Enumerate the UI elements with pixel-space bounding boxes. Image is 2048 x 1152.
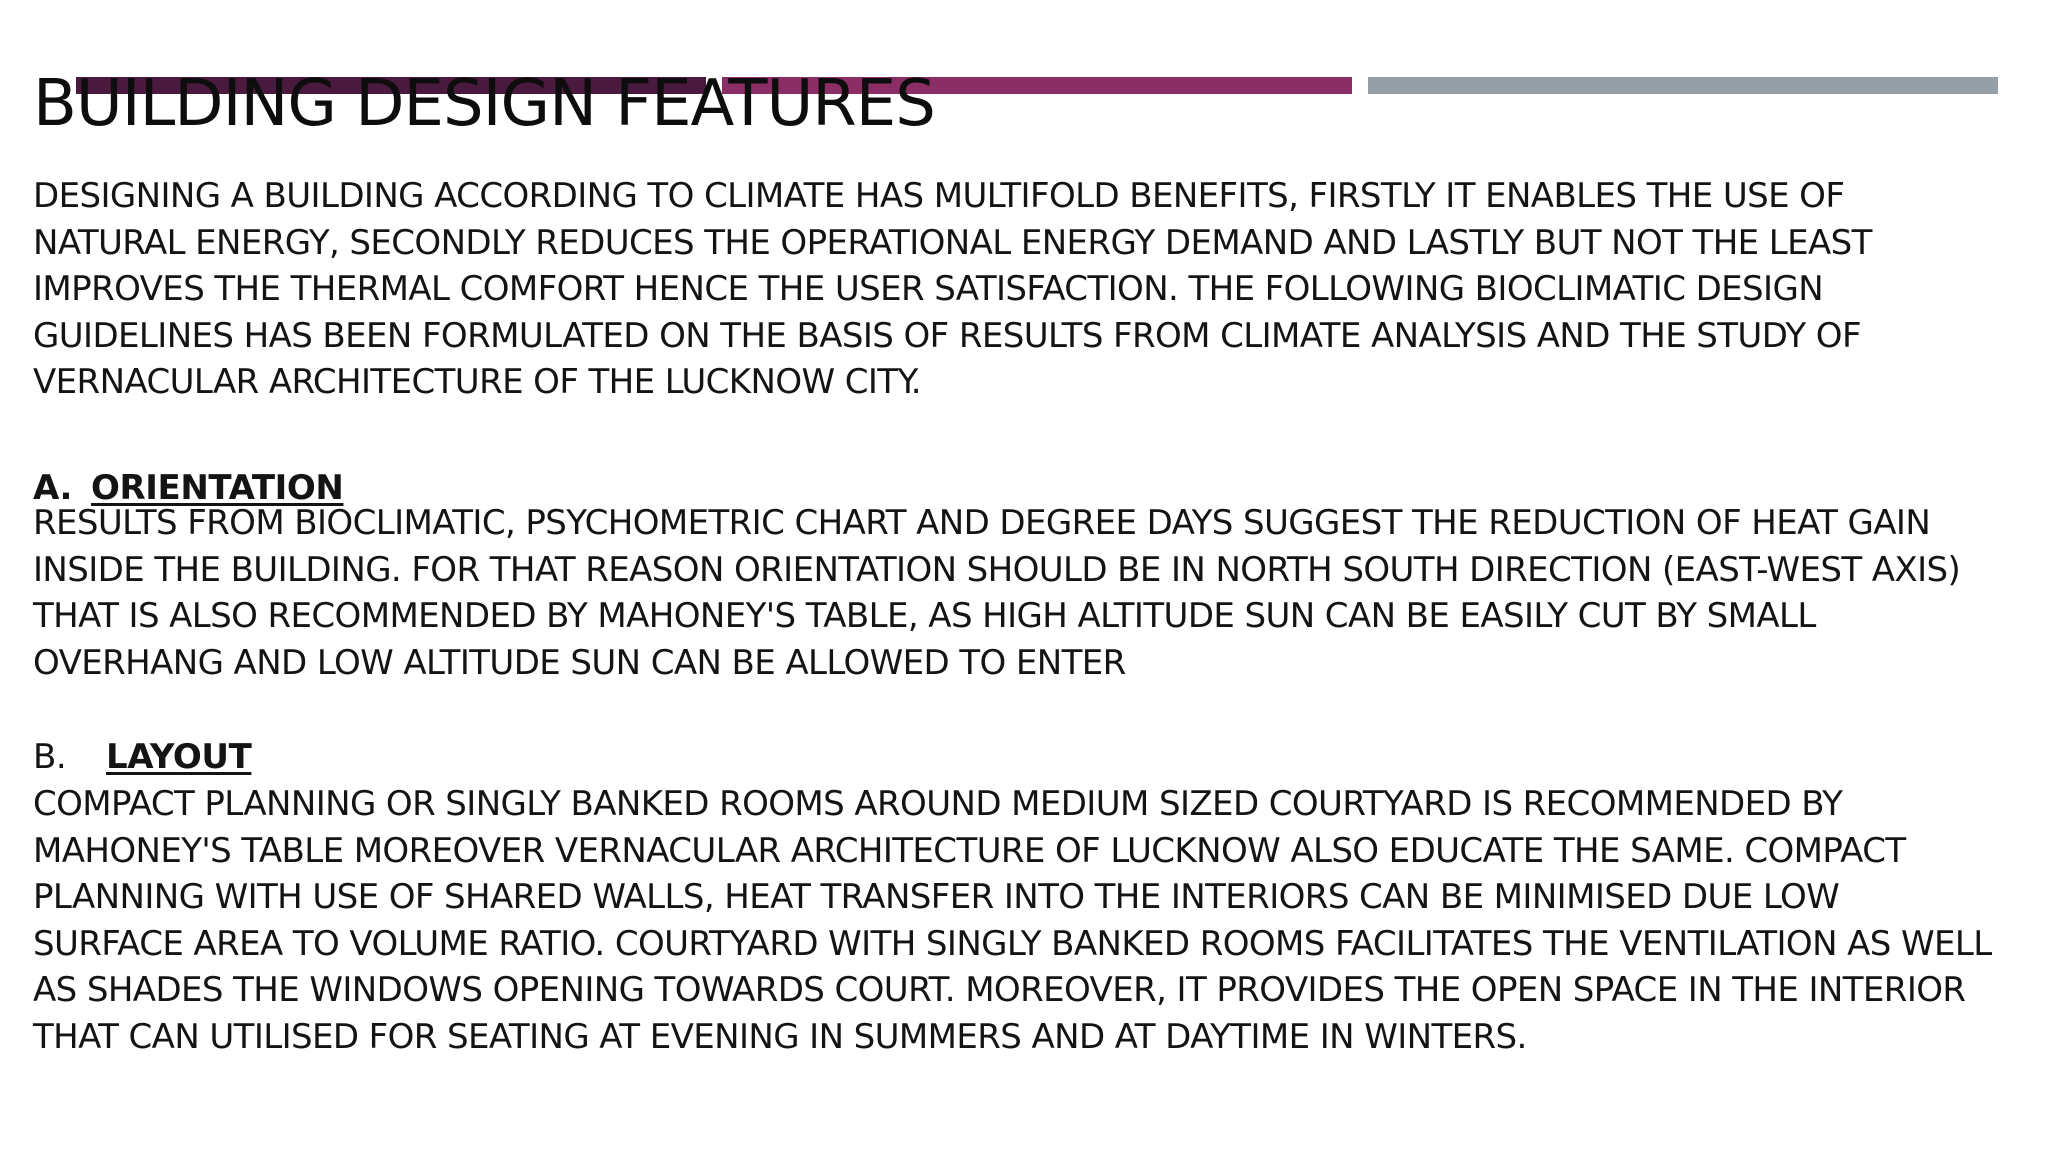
section-letter: B. bbox=[33, 737, 67, 777]
section-heading-label: ORIENTATION bbox=[91, 468, 344, 508]
section-heading-layout bbox=[33, 737, 251, 777]
slide-title: BUILDING DESIGN FEATURES bbox=[33, 67, 935, 141]
intro-paragraph: DESIGNING A BUILDING ACCORDING TO CLIMATE HAS MULTIFOLD BENEFITS, FIRSTLY IT ENABLES THE USE OF NATURAL ENERGY, SECONDLY REDUCES THE OPERATIONAL ENERGY DEMAND AND LASTLY BUT NOT THE LEAST IMPROVES THE THERMAL COMFORT HENCE THE USER SATISFACTION. THE FOLLOWING BIOCLIMATIC DESIGN GUIDELINES HAS BEEN FORMULATED ON THE BASIS OF RESULTS FROM CLIMATE ANALYSIS AND THE STUDY OF VERNACULAR ARCHITECTURE OF THE LUCKNOW CITY. bbox=[33, 176, 1872, 402]
orientation-paragraph: RESULTS FROM BIOCLIMATIC, PSYCHOMETRIC CHART AND DEGREE DAYS SUGGEST THE REDUCTION OF HEAT GAIN INSIDE THE BUILDING. FOR THAT REASON ORIENTATION SHOULD BE IN NORTH SOUTH DIRECTION (EAST-WEST AXIS) THAT IS ALSO RECOMMENDED BY MAHONEY'S TABLE, AS HIGH ALTITUDE SUN CAN BE EASILY CUT BY SMALL OVERHANG AND LOW ALTITUDE SUN CAN BE ALLOWED TO ENTER bbox=[33, 503, 1961, 683]
section-heading-label: LAYOUT bbox=[106, 737, 252, 777]
layout-paragraph: COMPACT PLANNING OR SINGLY BANKED ROOMS AROUND MEDIUM SIZED COURTYARD IS RECOMMENDED BY MAHONEY'S TABLE MOREOVER VERNACULAR ARCHITECTURE OF LUCKNOW ALSO EDUCATE THE SAME. COMPACT PLANNING WITH USE OF SHARED WALLS, HEAT TRANSFER INTO THE INTERIORS CAN BE MINIMISED DUE LOW SURFACE AREA TO VOLUME RATIO. COURTYARD WITH SINGLY BANKED ROOMS FACILITATES THE VENTILATION AS WELL AS SHADES THE WINDOWS OPENING TOWARDS COURT. MOREOVER, IT PROVIDES THE OPEN SPACE IN THE INTERIOR THAT CAN UTILISED FOR SEATING AT EVENING IN SUMMERS AND AT DAYTIME IN WINTERS. bbox=[33, 784, 1992, 1057]
section-letter: A. bbox=[33, 468, 73, 508]
accent-bar-gray bbox=[1368, 77, 1998, 94]
